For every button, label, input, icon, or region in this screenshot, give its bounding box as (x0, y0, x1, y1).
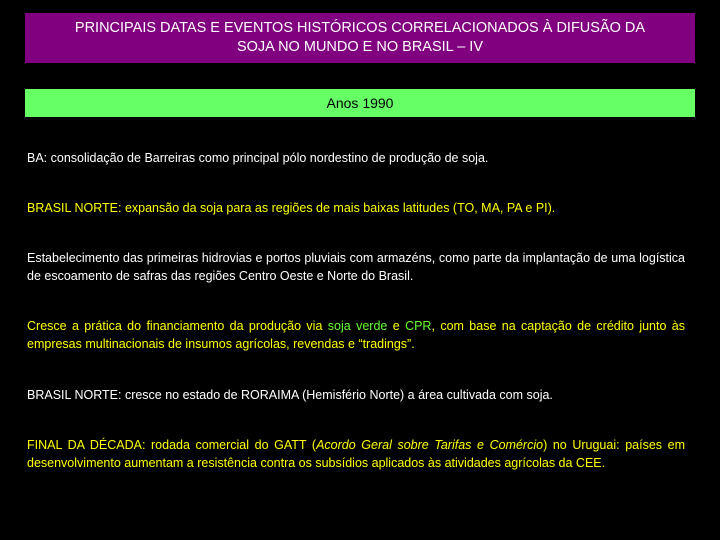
gatt-text-2: ) no Uruguai: países em desenvolvimento aumentam a resistência contra os subsídios aplicados às atividades agrícolas da CEE. (27, 438, 685, 470)
soja-verde-highlight: soja verde (327, 319, 388, 333)
title-line-2: SOJA NO MUNDO E NO BRASIL – IV (236, 39, 484, 55)
event-brasil-norte-expansao: BRASIL NORTE: expansão da soja para as regiões de mais baixas latitudes (TO, MA, PA e PI). (27, 201, 556, 215)
period-banner: Anos 1990 (25, 89, 695, 117)
financiamento-text-1: Cresce a prática do financiamento da produção via (27, 319, 328, 333)
gatt-text-1: FINAL DA DÉCADA: rodada comercial do GATT ( (27, 438, 317, 452)
event-gatt (27, 436, 685, 472)
financiamento-text-2: e (387, 319, 406, 333)
event-barreiras: BA: consolidação de Barreiras como principal pólo nordestino de produção de soja. (27, 151, 489, 165)
title-line-1: PRINCIPAIS DATAS E EVENTOS HISTÓRICOS CORRELACIONADOS À DIFUSÃO DA (74, 20, 646, 36)
event-financiamento (27, 317, 685, 353)
gatt-italic-name: Acordo Geral sobre Tarifas e Comércio (316, 438, 544, 452)
event-roraima: BRASIL NORTE: cresce no estado de RORAIMA (Hemisfério Norte) a área cultivada com soja. (27, 388, 553, 402)
cpr-highlight: CPR (405, 319, 432, 333)
financiamento-text-3: , com base na captação de crédito junto às empresas multinacionais de insumos agrícolas, revendas e “tradings”. (27, 319, 685, 351)
event-hidrovias: Estabelecimento das primeiras hidrovias e portos pluviais com armazéns, como parte da implantação de uma logística de escoamento de safras das regiões Centro Oeste e Norte do Brasil. (27, 251, 685, 283)
slide-title (25, 13, 695, 63)
